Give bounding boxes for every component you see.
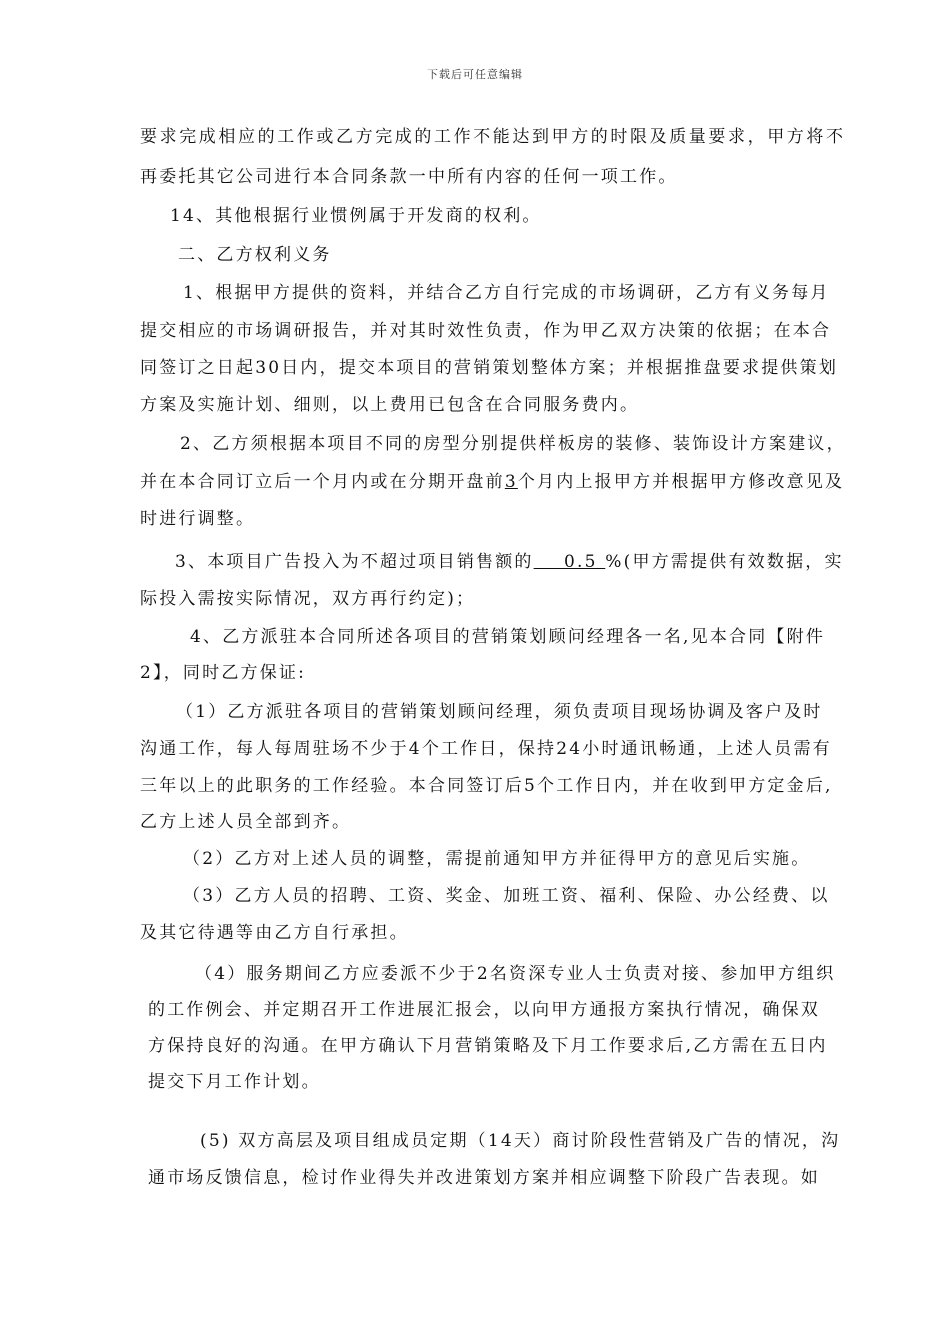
text-line: 2、乙方须根据本项目不同的房型分别提供样板房的装修、装饰设计方案建议， <box>180 434 846 454</box>
page-header-note: 下载后可任意编辑 <box>427 68 523 81</box>
text-line: 的工作例会、并定期召开工作进展汇报会，以向甲方通报方案执行情况，确保双 <box>148 1000 820 1020</box>
text-line: 同签订之日起30日内，提交本项目的营销策划整体方案；并根据推盘要求提供策划 <box>140 358 839 378</box>
text-line: 并在本合同订立后一个月内或在分期开盘前3个月内上报甲方并根据甲方修改意见及 <box>140 472 845 492</box>
text-line: （2）乙方对上述人员的调整，需提前通知甲方并征得甲方的意见后实施。 <box>183 849 811 869</box>
text-line: （3）乙方人员的招聘、工资、奖金、加班工资、福利、保险、办公经费、以 <box>183 886 830 906</box>
text-line: 要求完成相应的工作或乙方完成的工作不能达到甲方的时限及质量要求，甲方将不 <box>140 127 846 147</box>
text-line: 际投入需按实际情况，双方再行约定)； <box>140 589 476 609</box>
text-line: 14、其他根据行业惯例属于开发商的权利。 <box>170 206 542 226</box>
section-heading: 二、乙方权利义务 <box>178 245 332 265</box>
text-line: 通市场反馈信息，检讨作业得失并改进策划方案并相应调整下阶段广告表现。如 <box>148 1168 820 1188</box>
text-line: 时进行调整。 <box>140 509 256 529</box>
underlined-value: 3 <box>504 472 518 492</box>
text-line: 再委托其它公司进行本合同条款一中所有内容的任何一项工作。 <box>140 167 678 187</box>
text-line: 提交下月工作计划。 <box>148 1072 321 1092</box>
text-line: 及其它待遇等由乙方自行承担。 <box>140 923 409 943</box>
text-line: 2】，同时乙方保证: <box>140 663 307 683</box>
text-line: 1、根据甲方提供的资料，并结合乙方自行完成的市场调研，乙方有义务每月 <box>183 283 830 303</box>
text-line: (5) 双方高层及项目组成员定期（14天）商讨阶段性营销及广告的情况，沟 <box>200 1131 841 1151</box>
text-line: 方案及实施计划、细则，以上费用已包含在合同服务费内。 <box>140 395 640 415</box>
text-line: 3、本项目广告投入为不超过项目销售额的 0.5 %(甲方需提供有效数据，实 <box>175 552 844 572</box>
text-line: （1）乙方派驻各项目的营销策划顾问经理，须负责项目现场协调及客户及时 <box>176 702 823 722</box>
underlined-value: 0.5 <box>533 552 606 572</box>
text-line: 4、乙方派驻本合同所述各项目的营销策划顾问经理各一名,见本合同【附件 <box>190 627 826 647</box>
text-line: 三年以上的此职务的工作经验。本合同签订后5个工作日内，并在收到甲方定金后, <box>140 776 833 796</box>
text-line: 乙方上述人员全部到齐。 <box>140 812 352 832</box>
text-line: 方保持良好的沟通。在甲方确认下月营销策略及下月工作要求后,乙方需在五日内 <box>148 1036 828 1056</box>
text-line: （4）服务期间乙方应委派不少于2名资深专业人士负责对接、参加甲方组织 <box>195 964 836 984</box>
text-line: 沟通工作，每人每周驻场不少于4个工作日，保持24小时通讯畅通，上述人员需有 <box>140 739 832 759</box>
text-line: 提交相应的市场调研报告，并对其时效性负责，作为甲乙双方决策的依据；在本合 <box>140 321 832 341</box>
